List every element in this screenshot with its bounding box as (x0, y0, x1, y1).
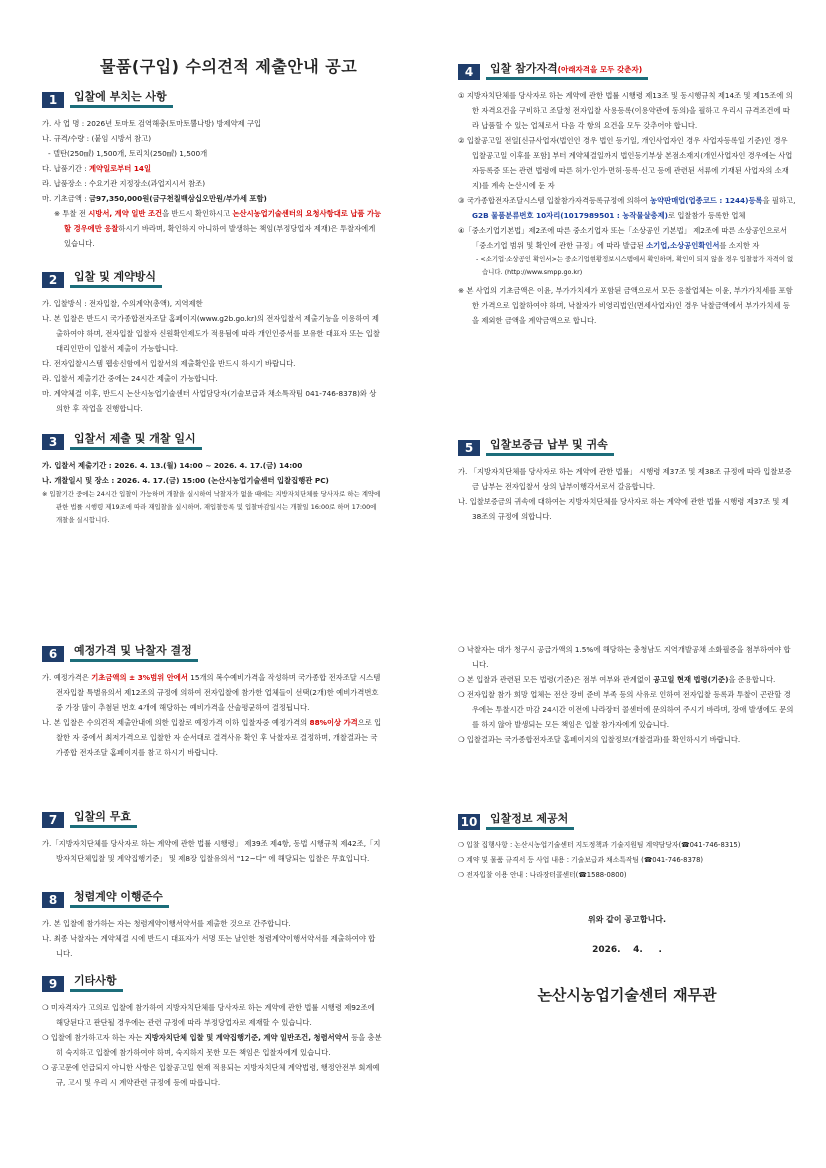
section-5 (458, 436, 796, 524)
integrity-pledge-1: 가. 본 입찰에 참가하는 자는 청렴계약이행서약서를 제출한 것으로 간주합니다. (42, 919, 291, 928)
section-heading: 입찰보증금 납부 및 귀속 (486, 436, 614, 456)
section-heading: 입찰서 제출 및 개찰 일시 (70, 430, 202, 450)
deposit-reversion: 나. 입찰보증금의 귀속에 대하여는 지방자치단체를 당사자로 하는 계약에 관한 법률 시행령 제37조 및 제38조의 규정에 의합니다. (458, 497, 789, 521)
section-4 (458, 60, 796, 328)
section-number: 1 (42, 92, 64, 108)
misc-item: ❍ 미자격자가 고의로 입찰에 참가하여 지방자치단체를 당사자로 하는 계약에 관한 법률 시행령 제92조에 해당된다고 판단될 경우에는 관련 규정에 따라 부정당업자로 제재할 수 있습니다. (42, 1003, 375, 1027)
section-3 (42, 430, 382, 527)
bid-note: ※ 투찰 전 시방서, 계약 일반 조건을 반드시 확인하시고 논산시농업기술센터의 요청사항대로 납품 가능할 경우에만 응찰하시기 바라며, 확인하지 아니하여 발생하는 책임(부정당업자 제재)은 투찰자에게 있습니다. (54, 209, 382, 248)
section-1-header (42, 88, 382, 108)
opening-datetime: 나. 개찰일시 및 장소 : 2026. 4. 17.(금) 15:00 (논산시농업기술센터 입찰집행관 PC) (42, 476, 329, 485)
submission-check: 다. 전자입찰시스템 웹송신함에서 입찰서의 제출확인을 반드시 하시기 바랍니다. (42, 359, 296, 368)
contact-note: 마. 계약체결 이후, 반드시 논산시농업기술센터 사업담당자(기술보급과 채소특작팀 041-746-8378)와 상의한 후 작업을 진행합니다. (42, 389, 377, 413)
misc-item: ❍ 본 입찰과 관련된 모든 법령(기준)은 점부 여부와 관계없이 공고일 현재 법령(기준)을 준용합니다. (458, 675, 776, 684)
info-contact: ❍ 전자입찰 이용 안내 : 나라장터콜센터(☎1588-0800) (458, 871, 627, 879)
misc-item: ❍ 입찰결과는 국가종합전자조달 홈페이지의 입찰정보(개찰결과)를 확인하시기 바랍니다. (458, 735, 741, 744)
info-contact: ❍ 계약 및 물품 규격서 등 사업 내용 : 기술보급과 채소특작팀 (☎041-746-8378) (458, 856, 704, 864)
section-6 (42, 642, 382, 760)
section-10 (458, 810, 796, 883)
qualification-3: ③ 국가종합전자조달시스템 입찰참가자격등록규정에 의하여 농약판매업(업종코드 : 1244)등록을 필하고, G2B 물품분류번호 10자리(1017989501 : 농작물살충제)로 입찰참가 등록한 업체 (458, 196, 796, 220)
section-8 (42, 888, 382, 961)
section-7 (42, 808, 382, 866)
delivery-period: 다. 납품기간 : 계약일로부터 14일 (42, 164, 152, 173)
item-list: - 델탄(250㎖) 1,500개, 토리치(250㎖) 1,500개 (48, 149, 208, 158)
misc-item: ❍ 입찰에 참가하고자 하는 자는 지방자치단체 입찰 및 계약집행기준, 계약 일반조건, 청렴서약서 등을 충분히 숙지하고 입찰에 참가하여야 하며, 숙지하지 못한 모든 책임은 입찰자에게 있습니다. (42, 1033, 382, 1057)
section-heading: 청렴계약 이행준수 (70, 888, 169, 908)
closing-statement: 위와 같이 공고합니다. (587, 915, 667, 924)
award-rule: 나. 본 입찰은 수의견적 제출안내에 의한 입찰로 예정가격 이하 입찰자중 예정가격의 88%이상 가격으로 입찰한 자 중에서 최저가격으로 입찰한 자 순서대로 결격사유 확인 후 낙찰자로 결정하며, 개찰결과는 국가종합 전자조달 홈페이지를 참고 하시기 바랍니다. (42, 718, 382, 757)
section-heading: 입찰 참가자격(아래자격을 모두 갖춘자) (486, 60, 648, 80)
section-9 (42, 972, 382, 1090)
issuer: 논산시농업기술센터 재무관 (537, 986, 717, 1004)
project-name: 가. 사 업 명 : 2026년 토마토 검역해충(토마토뿔나방) 방제약제 구입 (42, 119, 262, 128)
section-heading: 기타사항 (70, 972, 123, 992)
section-10-header (458, 810, 796, 830)
submission-hours: 라. 입찰서 제출기간 중에는 24시간 제출이 가능합니다. (42, 374, 218, 383)
misc-item: ❍ 낙찰자는 대가 청구시 공급가액의 1.5%에 해당하는 충청남도 지역개발공채 소화필증을 첨부하여야 합니다. (458, 645, 791, 669)
qualification-2: ② 입찰공고일 전일[신규사업자(법인인 경우 법인 등기일, 개인사업자인 경우 사업자등록일 기준)인 경우 입찰공고일 이후를 포함] 부터 계약체결일까지 법인등기부상 본점소재지(개인사업자인 경우에는 사업자등록증 또는 관련 법령에 따른 허가·인가·면허·등록·신고 등에 관련된 서류에 기재된 사업자의 소재지)를 계속 논산시에 둔 자 (458, 136, 793, 190)
section-4-header (458, 60, 796, 80)
section-6-header (42, 642, 382, 662)
section-number: 4 (458, 64, 480, 80)
vat-note: ※ 본 사업의 기초금액은 이윤, 부가가치세가 포함된 금액으로서 모든 응찰업체는 이윤, 부가가치세를 포함한 가격으로 입찰하여야 하며, 낙찰자가 비영리법인(면세사업자)인 경우 낙찰금액에서 부가가치세 등을 제외한 금액을 계약금액으로 합니다. (458, 286, 793, 325)
integrity-pledge-2: 나. 최종 낙찰자는 계약체결 시에 반드시 대표자가 서명 또는 날인한 청렴계약이행서약서를 제출하여야 합니다. (42, 934, 376, 958)
section-2 (42, 268, 382, 416)
misc-item: ❍ 공고문에 언급되지 아니한 사항은 입찰공고일 현재 적용되는 지방자치단체 계약법령, 행정안전부 회계예규, 고시 및 우리 시 계약관련 규정에 등에 따릅니다. (42, 1063, 380, 1087)
section-heading: 입찰에 부치는 사항 (70, 88, 173, 108)
estimated-price-rule: 가. 예정가격은 기초금액의 ± 3%범위 안에서 15개의 복수예비가격을 작성하며 국가종합 전자조달 시스템 전자입찰 특별유의서 제12조의 규정에 의하여 전자입찰에 참가한 업체들이 선택(2개)한 예비가격번호 중 가장 많이 추첨된 번호 4개에 해당하는 예비가격을 산술평균하여 결정됩니다. (42, 673, 381, 712)
section-heading: 입찰의 무효 (70, 808, 137, 828)
section-number: 7 (42, 812, 64, 828)
section-8-header (42, 888, 382, 908)
section-1 (42, 88, 382, 251)
section-number: 9 (42, 976, 64, 992)
deposit-rule: 가. 「지방자치단체를 당사자로 하는 계약에 관한 법률」 시행령 제37조 및 제38조 규정에 따라 입찰보증금 납부는 전자입찰서 상의 납부이행각서로서 갈음합니다. (458, 467, 792, 491)
page-title: 물품(구입) 수의견적 제출안내 공고 (100, 57, 358, 76)
section-number: 10 (458, 814, 480, 830)
rebid-note: ※ 입찰기간 중에는 24시간 입찰이 가능하며 개찰을 실시하여 낙찰자가 없을 때에는 지방자치단체를 당사자로 하는 계약에 관한 법률 시행령 제19조에 따라 재입찰을 실시하며, 재입찰등록 및 입찰마감일시는 개찰일 16:00로 하며 17:00에 개찰을 실시합니다. (42, 490, 381, 524)
invalid-bid-rule: 가.「지방자치단체를 당사자로 하는 계약에 관한 법률 시행령」 제39조 제4항, 동법 시행규칙 제42조,「지방자치단체입찰 및 계약집행기준」 및 제8장 입찰유의서 "12~다" 에 해당되는 입찰은 무효입니다. (42, 839, 381, 863)
section-heading: 입찰정보 제공처 (486, 810, 574, 830)
base-amount: 마. 기초금액 : 금97,350,000원(금구천칠백삼십오만원/부가세 포함) (42, 194, 267, 203)
section-9-header (42, 972, 382, 992)
misc-item: ❍ 전자입찰 참가 희망 업체는 전산 장비 준비 부족 등의 사유로 인하여 전자입찰 등록과 투찰이 곤란할 경우에는 투찰시간 마감 24시간 이전에 나라장터 콜센터에 문의하여 주시기 바라며, 장애 발생에도 문의를 하지 않아 발생되는 모든 책임은 입찰 참가자에게 있습니다. (458, 690, 794, 729)
qualification-1: ① 지방자치단체를 당사자로 하는 계약에 관한 법률 시행령 제13조 및 동시행규칙 제14조 및 제15조에 의한 자격요건을 구비하고 조달청 전자입찰 사용등록(이용약관에 동의)을 필하고 우리시 규격조건에 따라 납품할 수 있는 업체로서 다음 각 항의 요건을 모두 갖추어야 합니다. (458, 91, 793, 130)
section-heading: 예정가격 및 낙찰자 결정 (70, 642, 198, 662)
section-2-header (42, 268, 382, 288)
section-7-header (42, 808, 382, 828)
section-number: 8 (42, 892, 64, 908)
closing (458, 912, 796, 1003)
section-9-continued (458, 642, 796, 747)
section-number: 6 (42, 646, 64, 662)
delivery-place: 라. 납품장소 : 수요기관 지정장소(과업지시서 참조) (42, 179, 206, 188)
qualification-4: ④「중소기업기본법」제2조에 따른 중소기업자 또는「소상공인 기본법」 제2조에 따른 소상공인으로서 「중소기업 범위 및 확인에 관한 규정」에 따라 발급된 소기업,소상공인확인서를 소지한 자 (458, 226, 788, 250)
section-number: 3 (42, 434, 64, 450)
sme-certificate-note: - <소기업·소상공인 확인서>는 중소기업현황정보시스템에서 확인하며, 확인이 되지 않을 경우 입찰참가 자격이 없습니다. (http://www.smpp.go.kr) (476, 255, 794, 276)
section-number: 2 (42, 272, 64, 288)
spec-quantity: 나. 규격/수량 : (붙임 시방서 참고) (42, 134, 152, 143)
section-5-header (458, 436, 796, 456)
g2b-note: 나. 본 입찰은 반드시 국가종합전자조달 홈페이지(www.g2b.go.kr)의 전자입찰서 제출기능을 이용하여 제출하여야 하며, 전자입찰 입찰자 신원확인제도가 적용됨에 따라 개인인증서를 보유한 대표자 또는 입찰대리인만이 입찰서 제출이 가능합니다. (42, 314, 380, 353)
closing-date: 2026. 4. . (592, 945, 662, 955)
submission-period: 가. 입찰서 제출기간 : 2026. 4. 13.(월) 14:00 ~ 2026. 4. 17.(금) 14:00 (42, 461, 303, 470)
info-contact: ❍ 입찰 집행사항 : 논산시농업기술센터 지도정책과 기술지원팀 계약담당자(☎041-746-8315) (458, 841, 741, 849)
section-3-header (42, 430, 382, 450)
section-number: 5 (458, 440, 480, 456)
bid-method: 가. 입찰방식 : 전자입찰, 수의계약(총액), 지역제한 (42, 299, 203, 308)
section-heading: 입찰 및 계약방식 (70, 268, 162, 288)
